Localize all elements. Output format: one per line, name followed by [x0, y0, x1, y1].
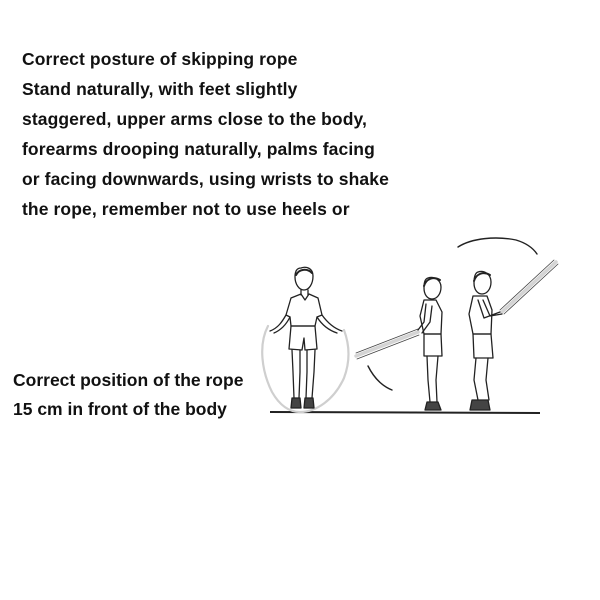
posture-line-3: forearms drooping naturally, palms facing — [22, 139, 375, 159]
front-view-figure — [262, 267, 348, 412]
ground-line — [270, 412, 540, 413]
side-rope-2 — [502, 262, 556, 312]
rope-position-detail: 15 cm in front of the body — [13, 399, 227, 419]
posture-line-5: the rope, remember not to use heels or — [22, 199, 350, 219]
rope-motion-arc-1 — [368, 366, 392, 390]
posture-line-2: staggered, upper arms close to the body, — [22, 109, 368, 129]
side-view-figure-2 — [458, 238, 558, 410]
posture-line-1: Stand naturally, with feet slightly — [22, 79, 298, 99]
posture-heading: Correct posture of skipping rope — [22, 49, 298, 69]
posture-line-4: or facing downwards, using wrists to shake — [22, 169, 389, 189]
side-view-figure-1 — [356, 277, 442, 410]
rope-motion-arc-2 — [458, 238, 537, 254]
rope-position-heading: Correct position of the rope — [13, 370, 244, 390]
side-rope-1 — [356, 332, 418, 356]
